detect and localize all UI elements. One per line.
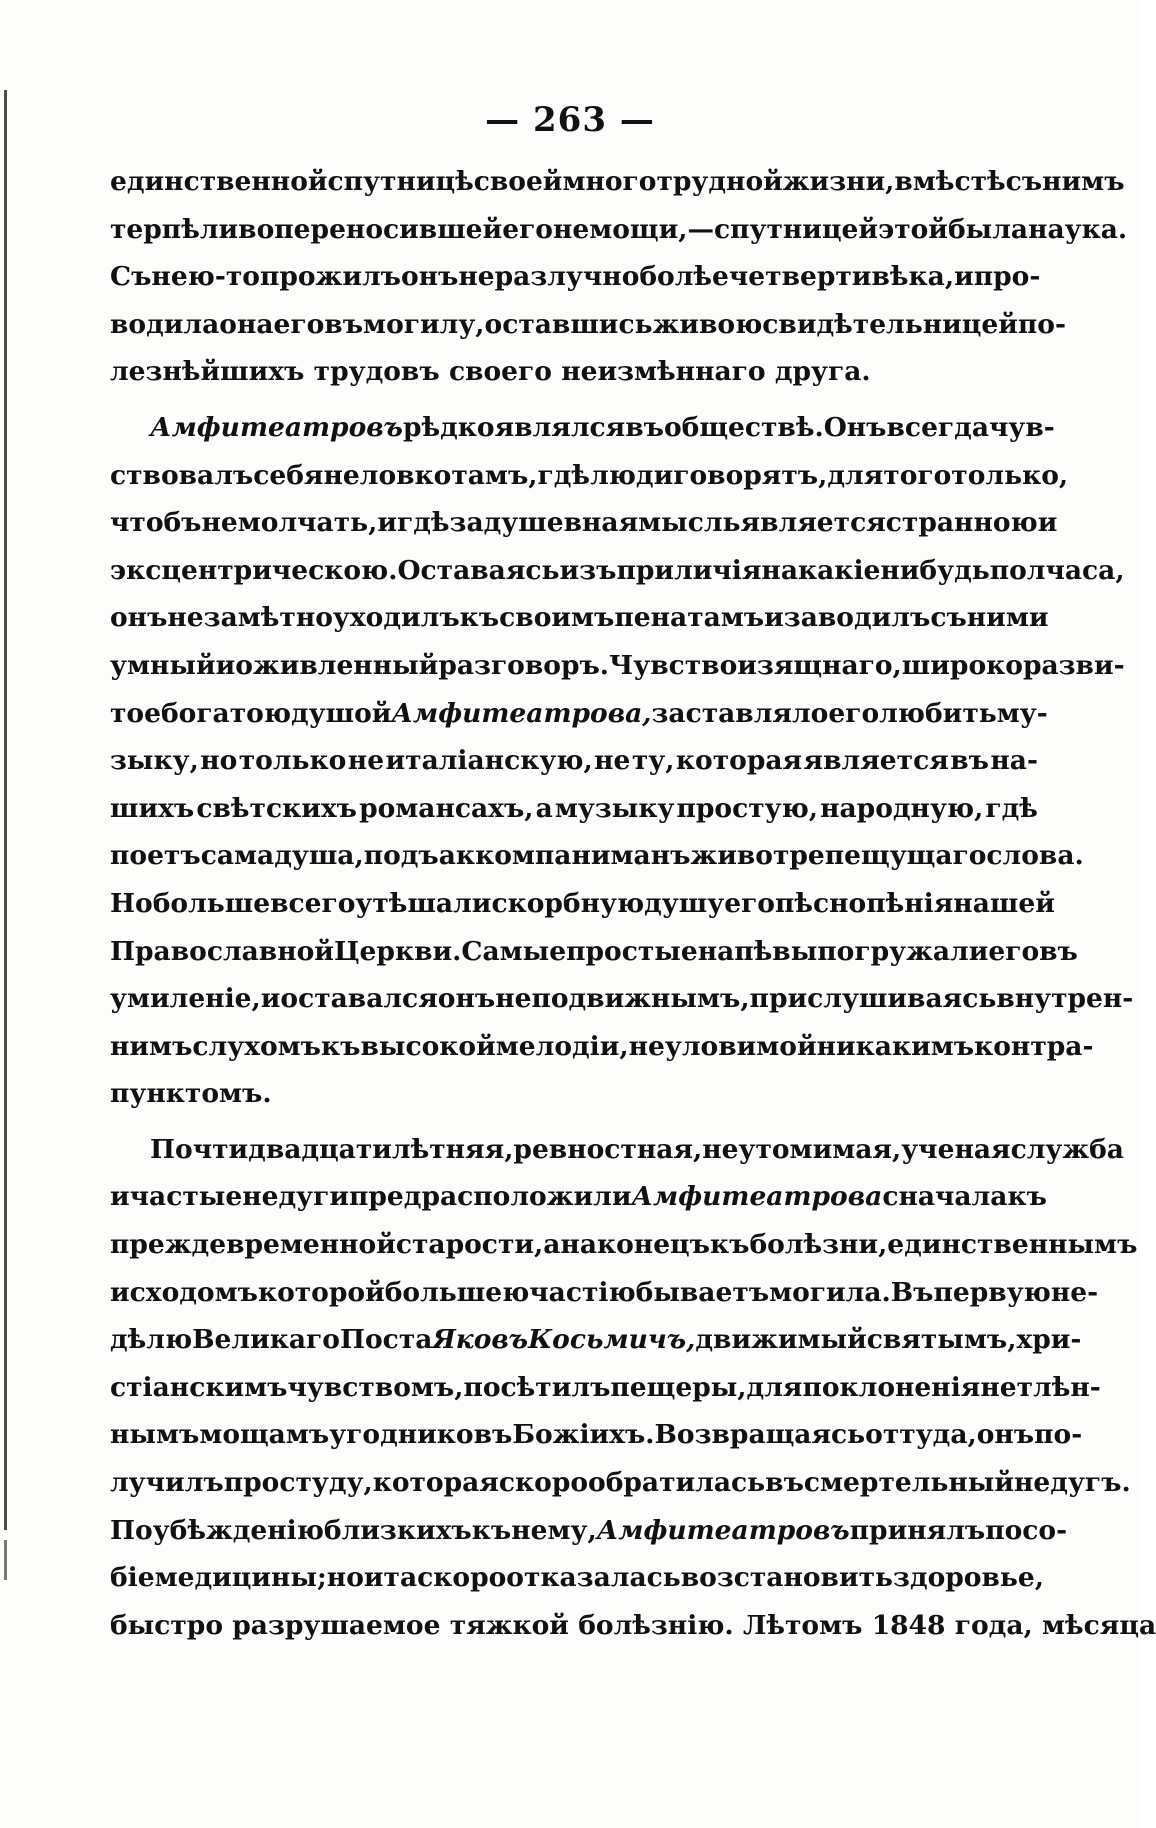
paragraph-gap — [110, 1118, 1038, 1126]
word: къ — [459, 602, 500, 634]
word: вмѣстѣ — [894, 166, 1006, 197]
text-line — [110, 158, 1125, 206]
word: не — [201, 507, 238, 539]
italic-word: Яковъ — [432, 1324, 529, 1356]
text-line — [110, 206, 1128, 254]
word: полчаса, — [989, 554, 1125, 586]
word: Церкви. — [333, 935, 462, 967]
word: аккомпаниманъ — [438, 840, 691, 872]
word: трудовъ — [313, 356, 440, 388]
word: Великаго — [192, 1324, 340, 1356]
word: му- — [996, 697, 1048, 729]
word: терпѣливо — [110, 213, 275, 245]
word: мысль — [638, 507, 741, 539]
word: странною — [885, 507, 1038, 539]
word: нимъ — [1042, 166, 1125, 197]
word: задушевная — [449, 507, 639, 539]
word: жизни, — [782, 166, 895, 197]
text-line — [110, 594, 1049, 642]
word: немощи,—спутницей — [552, 213, 879, 245]
word: того — [883, 459, 952, 491]
word: себя — [253, 459, 324, 491]
word: и — [377, 507, 397, 539]
word: ученая — [901, 1133, 1011, 1165]
word: болѣе — [639, 261, 729, 293]
word: разви- — [1022, 649, 1125, 681]
text-line — [110, 1411, 1083, 1459]
word: сама — [200, 840, 275, 872]
word: медицины; — [154, 1562, 327, 1594]
word: Онъ — [823, 411, 887, 443]
word: въ — [324, 308, 364, 340]
word: вѣка, — [871, 261, 955, 293]
word: тамъ, — [451, 459, 538, 491]
word: свѣтскихъ — [196, 792, 357, 824]
word: къ — [709, 1229, 750, 1261]
word: спутницѣ — [327, 166, 474, 197]
word: обществѣ. — [663, 411, 824, 443]
word: молчать, — [237, 507, 378, 539]
word: нетлѣн- — [980, 1371, 1101, 1403]
word: умиленіе, — [110, 983, 261, 1015]
word: хри- — [1016, 1324, 1082, 1356]
word: неутомимая, — [702, 1133, 902, 1165]
text-line — [110, 975, 1134, 1023]
word: уходилъ — [332, 602, 460, 634]
word: Поста — [339, 1324, 433, 1356]
word: простые — [566, 935, 698, 967]
word: движимый — [695, 1324, 867, 1356]
word: его — [988, 935, 1040, 967]
word: лучилъ — [110, 1467, 224, 1499]
text-line — [110, 1507, 1068, 1555]
text-line — [110, 928, 1078, 976]
word: посѣтилъ — [463, 1371, 611, 1403]
word: года, — [954, 1609, 1033, 1641]
word: чув- — [989, 411, 1055, 443]
word: Оставаясь — [397, 554, 560, 586]
word: незамѣтно — [167, 602, 333, 634]
word: прислушиваясь — [749, 983, 997, 1015]
word: оставшись — [484, 308, 653, 340]
word: тое — [110, 697, 161, 729]
word: для — [827, 459, 884, 491]
text-line — [110, 1023, 1094, 1071]
word: оттуда, — [865, 1419, 977, 1451]
word: лезнѣйшихъ — [110, 356, 305, 388]
word: старости, — [395, 1229, 544, 1261]
word: неловко — [323, 459, 452, 491]
word: Съ — [110, 261, 152, 293]
word: для — [746, 1371, 803, 1403]
word: гдѣ — [537, 459, 591, 491]
word: про- — [973, 261, 1041, 293]
word: свидѣтельницей — [762, 308, 1018, 340]
word: онъ — [437, 983, 496, 1015]
word: простую, — [676, 792, 819, 824]
word: народную, — [820, 792, 984, 824]
word: слухомъ — [192, 1030, 322, 1062]
word: и — [363, 1562, 384, 1594]
word: живою — [652, 308, 763, 340]
italic-word: Амфитеатрова — [631, 1181, 883, 1213]
word: принялъ — [849, 1514, 986, 1546]
word: являлся — [494, 411, 626, 443]
word: болѣзни, — [749, 1229, 888, 1261]
italic-word: Амфитеатрова, — [391, 697, 652, 729]
word: приличія — [616, 554, 762, 586]
word: могилу, — [363, 308, 485, 340]
word: но — [200, 745, 238, 777]
text-line — [110, 348, 1038, 396]
word: но — [326, 1562, 364, 1594]
word: только — [238, 745, 347, 777]
word: обратилась — [588, 1467, 766, 1499]
word: пещеры, — [610, 1371, 747, 1403]
word: предрасположили — [349, 1181, 632, 1213]
word: убѣжденію — [152, 1514, 324, 1546]
paragraph — [110, 158, 1128, 396]
word: которой — [257, 1276, 385, 1308]
word: единственной — [110, 166, 328, 197]
word: душу — [644, 887, 725, 919]
word: быстро — [110, 1609, 224, 1641]
text-line — [110, 547, 1125, 595]
word: разрушаемое — [232, 1609, 441, 1641]
word: на- — [990, 745, 1038, 777]
text-line — [110, 1126, 1124, 1174]
word: біе — [110, 1562, 155, 1594]
word: служба — [1010, 1133, 1124, 1165]
word: гдѣ — [985, 792, 1038, 824]
word: пунктомъ. — [110, 1078, 272, 1110]
word: сначала — [882, 1181, 1008, 1213]
text-line — [110, 1070, 1038, 1118]
word: нему, — [511, 1514, 597, 1546]
word: ревностная, — [513, 1133, 703, 1165]
word: пенатамъ — [614, 602, 765, 634]
word: гдѣ — [397, 507, 450, 539]
word: близкихъ — [323, 1514, 472, 1546]
word: стіанскимъ — [110, 1371, 288, 1403]
word: Православной — [110, 935, 334, 967]
italic-word: Косьмичъ, — [528, 1324, 696, 1356]
word: Почти — [150, 1133, 249, 1165]
text-line — [110, 1364, 1101, 1412]
word: а — [543, 1229, 561, 1261]
word: изъ — [559, 554, 617, 586]
word: святымъ, — [866, 1324, 1017, 1356]
word: на — [761, 554, 798, 586]
word: прожилъ — [259, 261, 401, 293]
word: контра- — [974, 1030, 1094, 1062]
word: нашей — [953, 887, 1055, 919]
word: Въ — [890, 1276, 934, 1308]
word: никакимъ — [816, 1030, 975, 1062]
word: является — [740, 507, 886, 539]
word: и — [954, 261, 974, 293]
text-line — [110, 301, 1066, 349]
word: Божіихъ. — [512, 1419, 655, 1451]
word: этой — [878, 213, 948, 245]
word: мощамъ — [199, 1419, 330, 1451]
word: всегда — [886, 411, 989, 443]
word: и — [110, 1181, 130, 1213]
word: простуду, — [223, 1467, 373, 1499]
text-line — [110, 690, 1048, 738]
text-line — [110, 1602, 1156, 1650]
word: онъ — [400, 261, 459, 293]
word: ствовалъ — [110, 459, 254, 491]
word: дѣлю — [110, 1324, 193, 1356]
word: частію — [529, 1276, 636, 1308]
word: является — [803, 745, 949, 777]
word: по- — [1017, 308, 1066, 340]
word: Чувство — [609, 649, 738, 681]
word: друга. — [774, 356, 871, 388]
text-line — [110, 499, 1058, 547]
word: первую — [933, 1276, 1051, 1308]
word: а — [535, 792, 553, 824]
word: больше — [152, 887, 271, 919]
word: въ — [765, 1467, 804, 1499]
word: нибудь — [880, 554, 990, 586]
word: его — [273, 308, 325, 340]
word: италіанскую, — [385, 745, 593, 777]
word: водила — [110, 308, 220, 340]
text-line — [110, 404, 1055, 452]
word: душой — [291, 697, 392, 729]
word: напѣвы — [697, 935, 818, 967]
text-line — [110, 832, 1084, 880]
word: единственнымъ — [887, 1229, 1138, 1261]
word: широко — [901, 649, 1023, 681]
word: животрепещущаго — [690, 840, 987, 872]
word: онъ — [976, 1419, 1035, 1451]
word: утѣшали — [355, 887, 492, 919]
word: къ — [471, 1514, 512, 1546]
word: скоро — [498, 1467, 589, 1499]
word: съ — [930, 602, 967, 634]
word: 1848 — [871, 1609, 946, 1641]
word: Самые — [461, 935, 567, 967]
word: угодниковъ — [329, 1419, 513, 1451]
word: нимъ — [110, 1030, 193, 1062]
word: та — [383, 1562, 418, 1594]
text-line — [110, 253, 1041, 301]
word: чувствомъ, — [287, 1371, 464, 1403]
text-line — [110, 642, 1125, 690]
word: и — [260, 983, 281, 1015]
word: по- — [1034, 1419, 1083, 1451]
word: къ — [321, 1030, 361, 1062]
word: частые — [129, 1181, 243, 1213]
word: Лѣтомъ — [742, 1609, 863, 1641]
word: душа, — [274, 840, 364, 872]
word: пѣснопѣнія — [774, 887, 954, 919]
word: здоровье, — [893, 1562, 1044, 1594]
word: не — [594, 745, 631, 777]
word: тяжкой — [449, 1609, 569, 1641]
word: недугъ. — [1014, 1467, 1131, 1499]
text-line — [110, 1221, 1138, 1269]
word: своимъ — [499, 602, 615, 634]
word: зыку, — [110, 745, 199, 777]
paragraph-gap — [110, 396, 1038, 404]
word: неизмѣннаго — [561, 356, 766, 388]
word: въ — [950, 745, 989, 777]
word: чтобъ — [110, 507, 202, 539]
word: могила. — [769, 1276, 891, 1308]
word: его — [724, 887, 775, 919]
word: возстановить — [680, 1562, 894, 1594]
word: мелодіи, — [495, 1030, 629, 1062]
text-line — [110, 1554, 1044, 1602]
word: преждевременной — [110, 1229, 396, 1261]
word: внутрен- — [996, 983, 1134, 1015]
word: шихъ — [110, 792, 195, 824]
word: была — [947, 213, 1029, 245]
word: многотрудной — [562, 166, 783, 197]
word: неуловимой — [628, 1030, 817, 1062]
text-line — [110, 1316, 1082, 1364]
word: отказалась — [506, 1562, 681, 1594]
italic-word: Амфитеатровъ — [150, 411, 403, 443]
word: заводилъ — [783, 602, 931, 634]
text-line — [110, 1459, 1131, 1507]
word: музыку — [554, 792, 675, 824]
word: Возвращаясь — [654, 1419, 866, 1451]
word: поклоненія — [802, 1371, 981, 1403]
word: ту, — [631, 745, 675, 777]
word: которая — [372, 1467, 499, 1499]
word: скоро — [417, 1562, 507, 1594]
word: поетъ — [110, 840, 201, 872]
word: изящнаго, — [737, 649, 902, 681]
word: погружали — [817, 935, 989, 967]
word: къ — [1007, 1181, 1047, 1213]
paragraph — [110, 404, 1134, 1118]
italic-word: Амфитеатровъ — [596, 1514, 850, 1546]
word: болѣзнію. — [578, 1609, 734, 1641]
word: умный — [110, 649, 216, 681]
word: исходомъ — [110, 1276, 258, 1308]
word: какіе — [798, 554, 881, 586]
word: оставался — [280, 983, 438, 1015]
word: люди — [590, 459, 674, 491]
word: посо- — [985, 1514, 1068, 1546]
word: говорятъ, — [673, 459, 828, 491]
text-line — [110, 880, 1055, 928]
word: которая — [675, 745, 803, 777]
word: и — [1037, 507, 1058, 539]
word: въ — [625, 411, 664, 443]
word: только, — [951, 459, 1069, 491]
text-line — [110, 452, 1069, 500]
word: его — [502, 213, 553, 245]
word: не- — [1050, 1276, 1099, 1308]
word: она — [219, 308, 274, 340]
body-text — [110, 158, 1156, 1649]
paragraph — [110, 1126, 1156, 1650]
word: нымъ — [110, 1419, 200, 1451]
word: Но — [110, 887, 153, 919]
page-number: — 263 — — [485, 100, 655, 140]
word: его — [828, 697, 880, 729]
word: всего — [270, 887, 356, 919]
word: неразлучно — [458, 261, 640, 293]
word: ними — [966, 602, 1049, 634]
word: подъ — [363, 840, 439, 872]
word: переносившей — [274, 213, 503, 245]
word: романсахъ, — [359, 792, 534, 824]
text-line — [110, 1173, 1047, 1221]
word: двадцатилѣтняя, — [248, 1133, 514, 1165]
scan-edge-mark — [4, 90, 7, 1530]
word: большею — [384, 1276, 530, 1308]
word: не — [347, 745, 385, 777]
word: скорбную — [491, 887, 645, 919]
word: богатою — [160, 697, 291, 729]
word: нею-то — [151, 261, 260, 293]
word: бываетъ — [635, 1276, 770, 1308]
word: своего — [448, 356, 552, 388]
word: онъ — [110, 602, 168, 634]
word: четверти — [728, 261, 872, 293]
word: и — [215, 649, 236, 681]
word: любить — [879, 697, 997, 729]
word: недуги — [242, 1181, 349, 1213]
word: По — [110, 1514, 153, 1546]
word: заставляло — [651, 697, 829, 729]
word: слова. — [986, 840, 1084, 872]
text-line — [110, 785, 1038, 833]
word: мѣсяца — [1042, 1609, 1156, 1641]
word: наконецъ — [560, 1229, 710, 1261]
word: оживленный — [235, 649, 439, 681]
word: рѣдко — [402, 411, 495, 443]
word: съ — [1005, 166, 1043, 197]
word: высокой — [360, 1030, 496, 1062]
word: наука. — [1028, 213, 1128, 245]
word: смертельный — [803, 1467, 1015, 1499]
word: въ — [1039, 935, 1078, 967]
scan-edge-mark-lower — [4, 1540, 7, 1580]
word: неподвижнымъ, — [495, 983, 750, 1015]
text-line — [110, 737, 1038, 785]
text-line — [110, 1269, 1099, 1317]
word: эксцентрическою. — [110, 554, 398, 586]
word: разговоръ. — [438, 649, 610, 681]
word: своей — [473, 166, 563, 197]
word: и — [764, 602, 784, 634]
